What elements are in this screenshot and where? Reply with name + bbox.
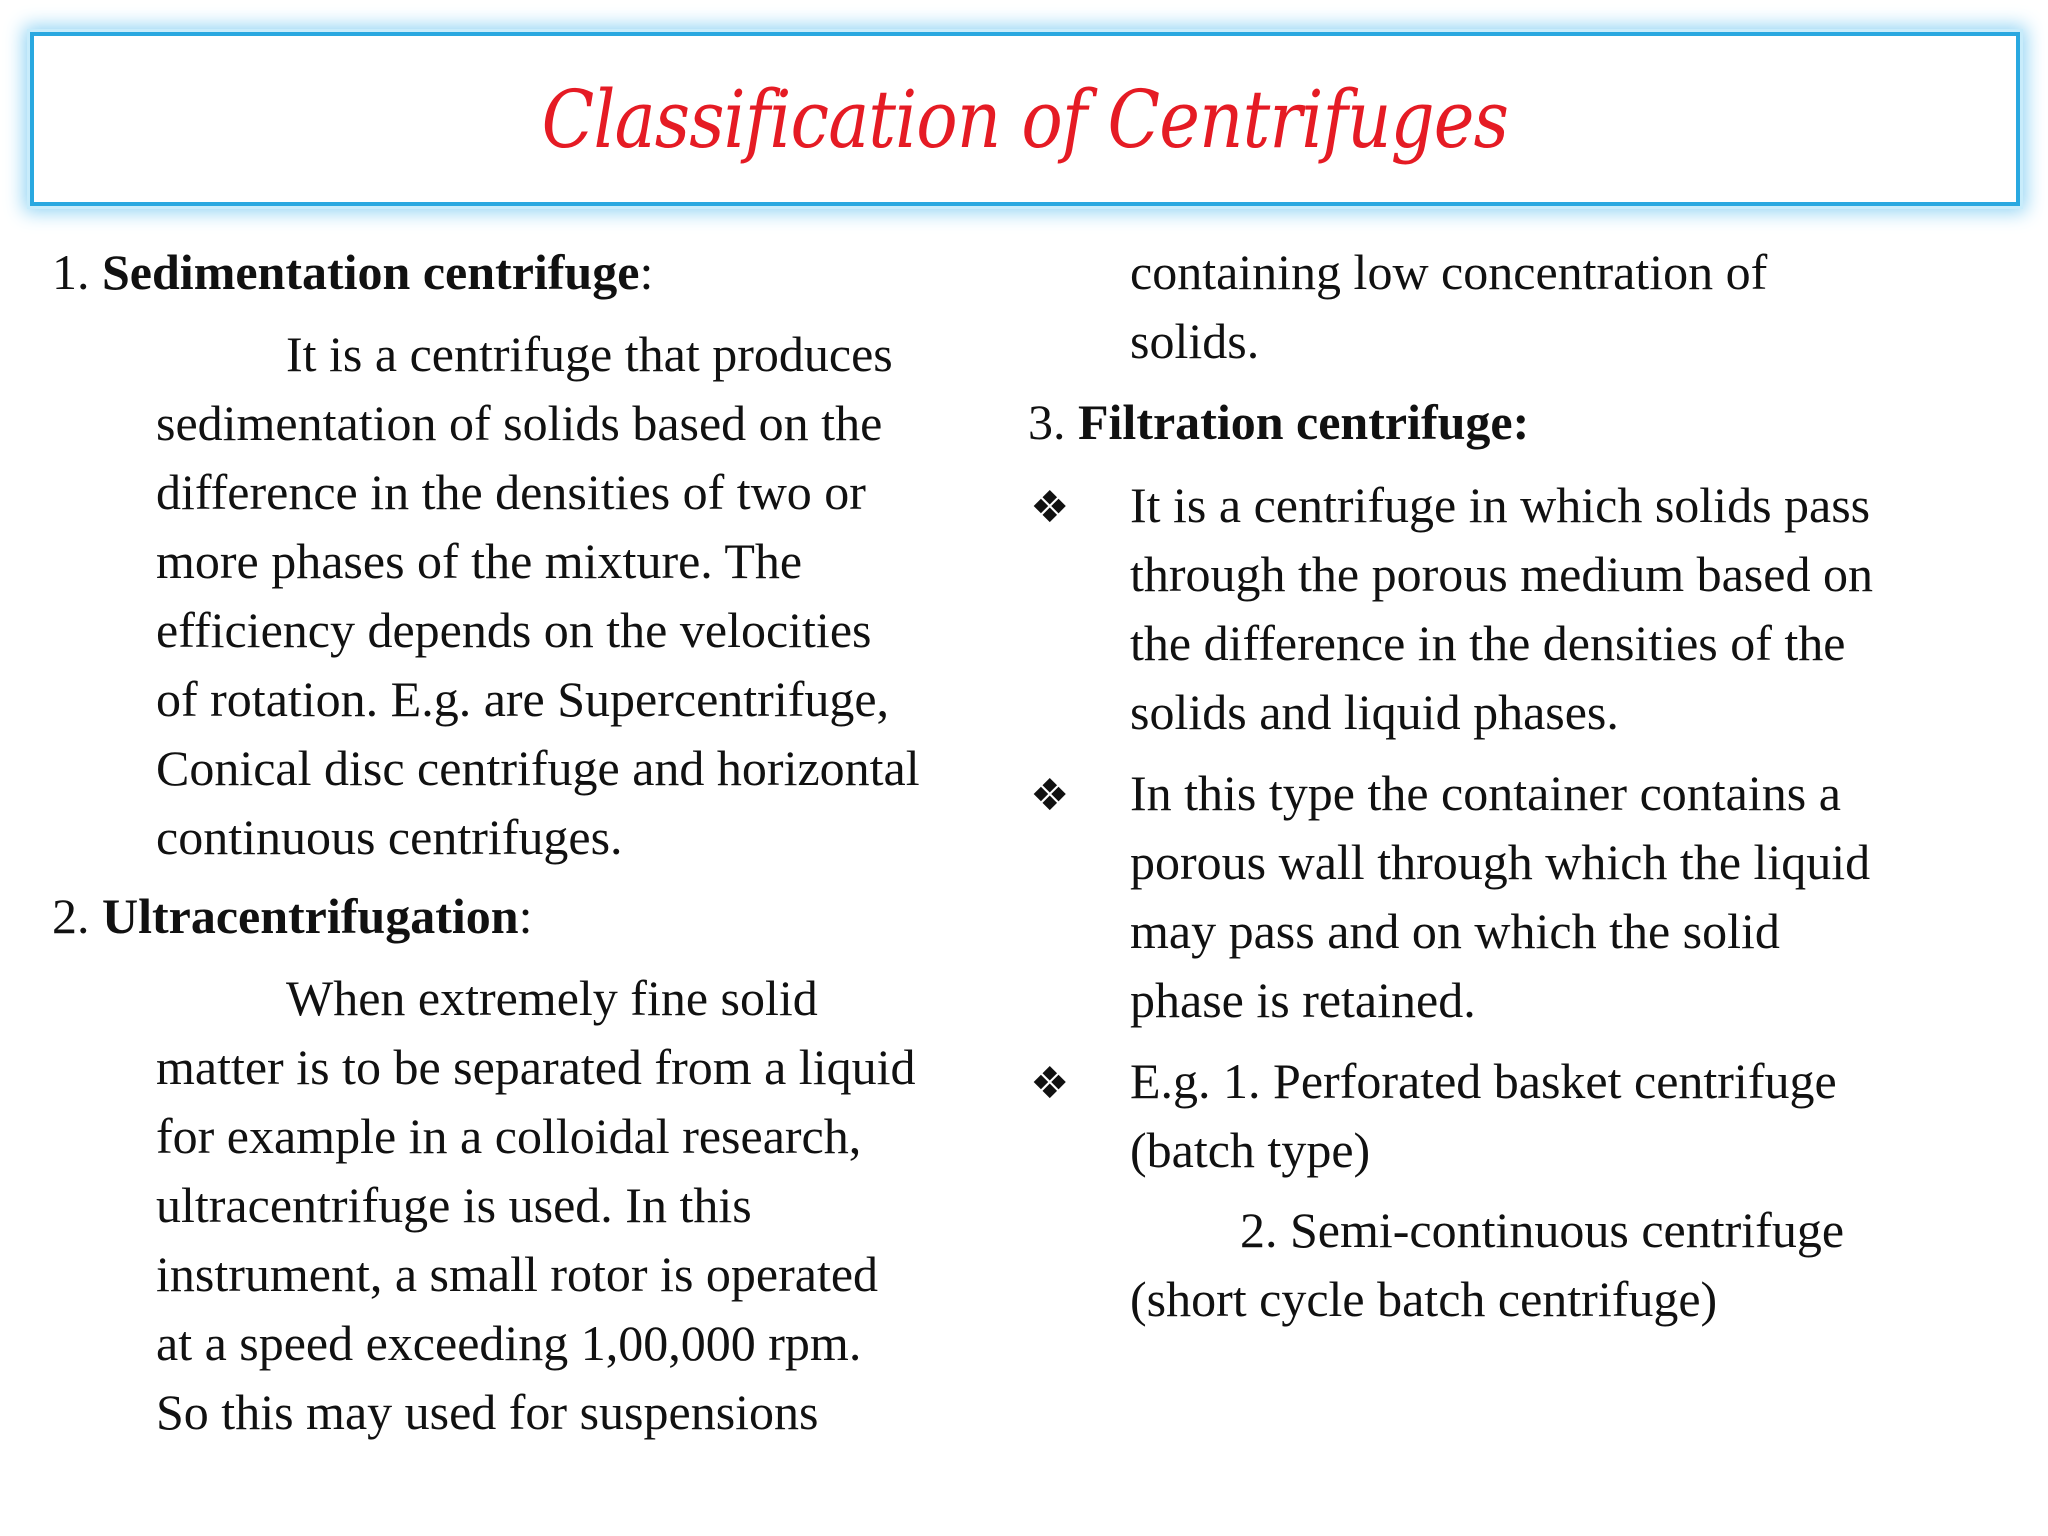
section2-heading-line (52, 886, 532, 946)
section3-heading-line (1028, 392, 1529, 452)
section3-bullet-line: the difference in the densities of the (1130, 615, 1846, 671)
section2-line: So this may used for suspensions (156, 1384, 819, 1440)
section2-line: at a speed exceeding 1,00,000 rpm. (156, 1315, 862, 1371)
section2-line: for example in a colloidal research, (156, 1108, 862, 1164)
section2-colon: : (518, 888, 533, 944)
continuation-line: solids. (1130, 313, 1260, 369)
section1-line: more phases of the mixture. The (156, 533, 803, 589)
section1-line: efficiency depends on the velocities (156, 602, 872, 658)
section3-bullet-line: may pass and on which the solid (1130, 903, 1780, 959)
section2-line: ultracentrifuge is used. In this (156, 1177, 752, 1233)
section3-bullet-line: through the porous medium based on (1130, 546, 1873, 602)
section3-bullet-line: (batch type) (1130, 1122, 1371, 1178)
section3-bullet-line: 2. Semi-continuous centrifuge (1240, 1202, 1845, 1258)
section2-heading: Ultracentrifugation (102, 888, 519, 944)
section1-colon: : (639, 244, 654, 300)
section1-line: continuous centrifuges. (156, 809, 623, 865)
section1-line: Conical disc centrifuge and horizontal (156, 740, 920, 796)
section3-bullet-line: solids and liquid phases. (1130, 684, 1619, 740)
section3-bullet-line: In this type the container contains a (1130, 765, 1841, 821)
section2-line: instrument, a small rotor is operated (156, 1246, 879, 1302)
diamond-bullet-icon: ❖ (1030, 770, 1070, 821)
section1-line: sedimentation of solids based on the (156, 395, 883, 451)
title-box (30, 32, 2020, 206)
section3-bullet-line: It is a centrifuge in which solids pass (1130, 477, 1871, 533)
section3-number: 3. (1028, 394, 1078, 450)
section2-line: When extremely fine solid (286, 970, 818, 1026)
section1-number: 1. (52, 244, 102, 300)
section3-bullet-line: phase is retained. (1130, 972, 1476, 1028)
section3-bullet-line: porous wall through which the liquid (1130, 834, 1871, 890)
section1-line: difference in the densities of two or (156, 464, 866, 520)
diamond-bullet-icon: ❖ (1030, 482, 1070, 533)
section2-number: 2. (52, 888, 102, 944)
continuation-line: containing low concentration of (1130, 244, 1768, 300)
section3-heading: Filtration centrifuge: (1078, 394, 1530, 450)
section3-bullet-line: (short cycle batch centrifuge) (1130, 1271, 1718, 1327)
section1-heading: Sedimentation centrifuge (102, 244, 640, 300)
diamond-bullet-icon: ❖ (1030, 1058, 1070, 1109)
section3-bullet-line: E.g. 1. Perforated basket centrifuge (1130, 1053, 1837, 1109)
section1-line: It is a centrifuge that produces (286, 326, 893, 382)
section1-line: of rotation. E.g. are Supercentrifuge, (156, 671, 890, 727)
slide-title: Classification of Centrifuges (541, 72, 1509, 166)
section2-line: matter is to be separated from a liquid (156, 1039, 916, 1095)
section1-heading-line (52, 242, 653, 302)
